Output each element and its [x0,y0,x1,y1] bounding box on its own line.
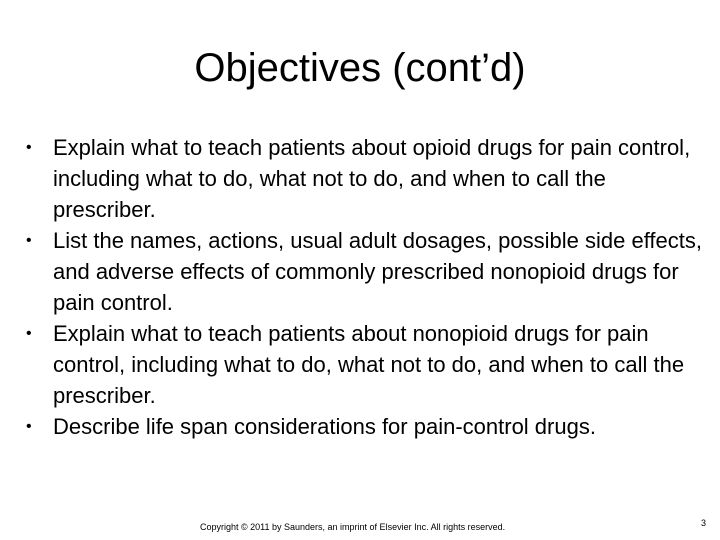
bullet-icon: • [26,418,32,435]
list-item [25,132,705,225]
page-number: 3 [701,518,707,528]
list-item-text: List the names, actions, usual adult dosages, possible side effects, and adverse effects of commonly prescribed nonopioid drugs for pain control. [53,228,702,315]
slide-title: Objectives (cont’d) [194,46,526,90]
list-item [25,318,705,411]
list-item-text: Explain what to teach patients about opioid drugs for pain control, including what to do, what not to do, and when to call the prescriber. [53,135,691,222]
list-item [25,225,705,318]
objectives-list [25,132,705,442]
list-item-text: Describe life span considerations for pain-control drugs. [53,414,596,439]
bullet-icon: • [26,139,32,156]
list-item-text: Explain what to teach patients about nonopioid drugs for pain control, including what to do, what not to do, and when to call the prescriber. [53,321,685,408]
list-item [25,411,705,442]
copyright-footer: Copyright © 2011 by Saunders, an imprint of Elsevier Inc. All rights reserved. [200,522,506,532]
bullet-icon: • [26,232,32,249]
bullet-icon: • [26,325,32,342]
